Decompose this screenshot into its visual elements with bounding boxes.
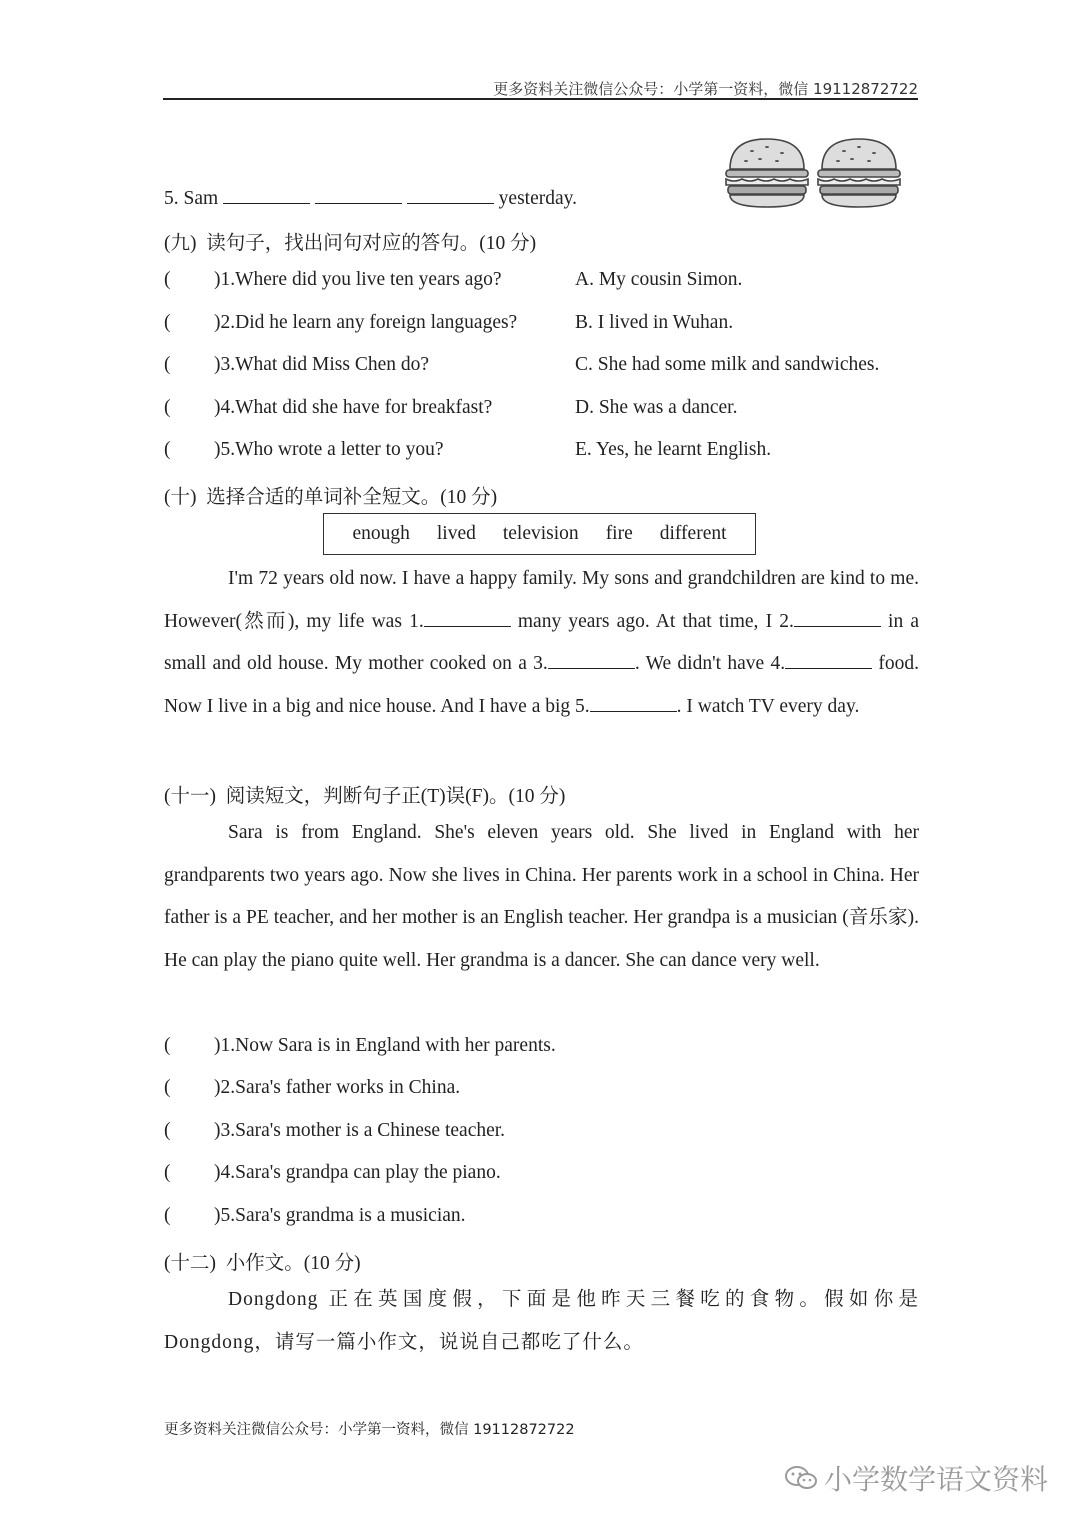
wechat-icon xyxy=(784,1464,818,1492)
question-text: )4.What did she have for breakfast? xyxy=(214,397,493,418)
question-text: )1.Where did you live ten years ago? xyxy=(214,269,502,290)
s9-answer-b: B. I lived in Wuhan. xyxy=(575,312,734,333)
passage-blank-5[interactable] xyxy=(590,693,677,712)
hamburger-illustration xyxy=(722,133,912,213)
s9-question-5 xyxy=(164,439,444,461)
s9-answer-d: D. She was a dancer. xyxy=(575,397,738,418)
q5-prefix: 5. Sam xyxy=(164,188,219,209)
word-bank xyxy=(323,513,756,555)
question-text: )1.Now Sara is in England with her parents. xyxy=(214,1035,556,1056)
passage-text: food. Now I live in a big and nice house. And I have a big 5. xyxy=(164,653,919,717)
section10-title: (十) 选择合适的单词补全短文。(10 分) xyxy=(164,487,498,508)
question-text: )2.Did he learn any foreign languages? xyxy=(214,312,518,333)
s9-answer-c: C. She had some milk and sandwiches. xyxy=(575,354,880,375)
s9-question-2 xyxy=(164,312,517,334)
s9-answer-a: A. My cousin Simon. xyxy=(575,269,743,290)
blank-2[interactable] xyxy=(315,185,402,204)
passage-text: many years ago. At that time, I 2. xyxy=(510,610,794,632)
question-text: )4.Sara's grandpa can play the piano. xyxy=(214,1162,501,1183)
word-enough: enough xyxy=(352,523,410,544)
answer-paren[interactable]: ( xyxy=(164,354,171,375)
blank-1[interactable] xyxy=(223,185,310,204)
passage-text: Sara is from England. She's eleven years old. She lived in England with her grandparents two years ago. Now she lives in China. Her parents work in a school in China. Her father is a PE teacher, and her mother is an English teacher. Her grandpa is a musician (音乐家). He can play the piano quite well. Her grandma is a dancer. She can dance very well. xyxy=(164,822,919,971)
passage-blank-1[interactable] xyxy=(424,608,511,627)
s9-question-4 xyxy=(164,397,492,419)
prompt-text: Dongdong 正在英国度假，下面是他昨天三餐吃的食物。假如你是 Dongdong，请写一篇小作文，说说自己都吃了什么。 xyxy=(164,1289,919,1353)
q5-suffix: yesterday. xyxy=(498,188,577,209)
word-television: television xyxy=(502,523,579,544)
word-fire: fire xyxy=(605,523,633,544)
header-rule xyxy=(163,98,918,100)
section11-passage xyxy=(164,812,919,982)
s9-question-3 xyxy=(164,354,429,376)
section12-title: (十二) 小作文。(10 分) xyxy=(164,1253,361,1274)
answer-paren[interactable]: ( xyxy=(164,1162,171,1183)
s9-answer-e: E. Yes, he learnt English. xyxy=(575,439,772,460)
question-text: )5.Who wrote a letter to you? xyxy=(214,439,444,460)
s9-question-1 xyxy=(164,269,502,291)
wechat-watermark xyxy=(784,1458,1048,1498)
question-text: )5.Sara's grandma is a musician. xyxy=(214,1205,466,1226)
blank-3[interactable] xyxy=(407,185,494,204)
passage-blank-2[interactable] xyxy=(794,608,881,627)
answer-paren[interactable]: ( xyxy=(164,1035,171,1056)
passage-text: . I watch TV every day. xyxy=(676,695,860,717)
answer-paren[interactable]: ( xyxy=(164,1120,171,1141)
watermark-text: 小学数学语文资料 xyxy=(824,1463,1049,1496)
answer-paren[interactable]: ( xyxy=(164,269,171,290)
s11-question-4 xyxy=(164,1162,501,1184)
section10-passage xyxy=(164,558,919,728)
question-text: )3.Sara's mother is a Chinese teacher. xyxy=(214,1120,506,1141)
passage-blank-4[interactable] xyxy=(785,650,872,669)
word-different: different xyxy=(659,523,727,544)
s11-question-5 xyxy=(164,1205,466,1227)
passage-blank-3[interactable] xyxy=(548,650,635,669)
section9-title: (九) 读句子，找出问句对应的答句。(10 分) xyxy=(164,233,537,254)
answer-paren[interactable]: ( xyxy=(164,439,171,460)
answer-paren[interactable]: ( xyxy=(164,312,171,333)
section12-prompt xyxy=(164,1279,919,1364)
section11-title: (十一) 阅读短文，判断句子正(T)误(F)。(10 分) xyxy=(164,786,566,807)
s11-question-3 xyxy=(164,1120,505,1142)
question-text: )2.Sara's father works in China. xyxy=(214,1077,461,1098)
q5-sentence xyxy=(164,185,577,210)
word-lived: lived xyxy=(436,523,476,544)
passage-text: . We didn't have 4. xyxy=(634,653,786,674)
page-footer: 更多资料关注微信公众号：小学第一资料，微信 19112872722 xyxy=(164,1422,575,1438)
answer-paren[interactable]: ( xyxy=(164,1077,171,1098)
page-header: 更多资料关注微信公众号：小学第一资料，微信 19112872722 xyxy=(493,80,918,98)
s11-question-1 xyxy=(164,1035,556,1057)
s11-question-2 xyxy=(164,1077,460,1099)
answer-paren[interactable]: ( xyxy=(164,397,171,418)
passage-text: in a small and old house. My mother cooked on a 3. xyxy=(164,610,920,674)
answer-paren[interactable]: ( xyxy=(164,1205,171,1226)
question-text: )3.What did Miss Chen do? xyxy=(214,354,430,375)
passage-text: I'm 72 years old now. I have a happy family. My sons and grandchildren are kind to me. However(然而), my life was 1. xyxy=(164,568,919,632)
